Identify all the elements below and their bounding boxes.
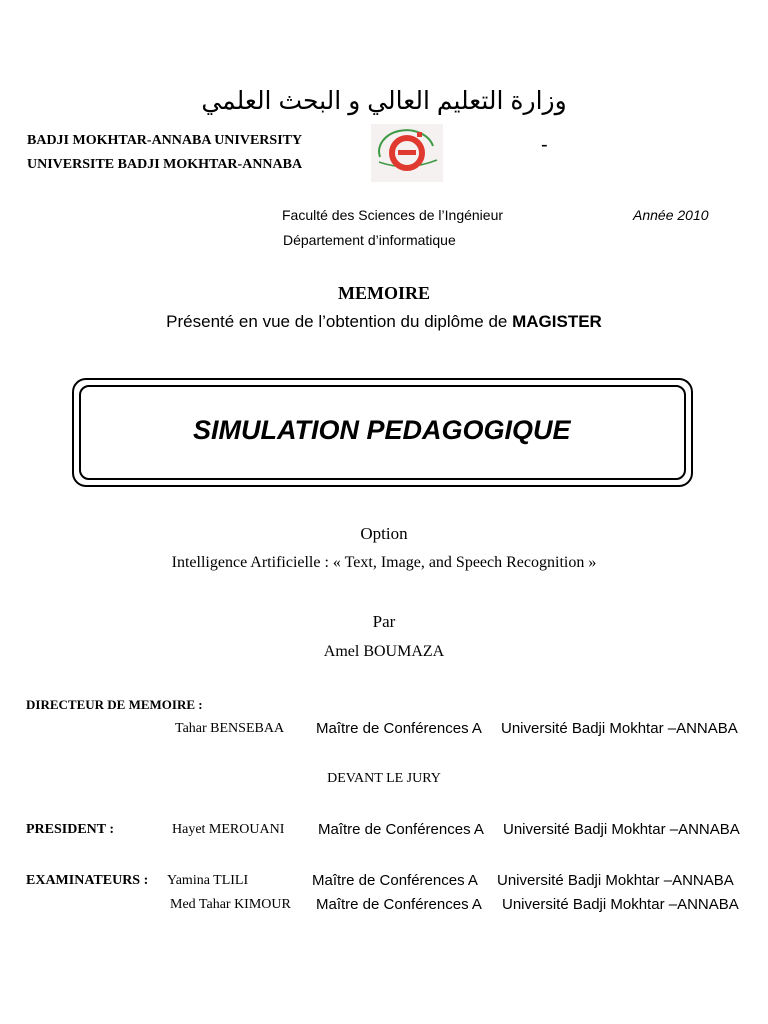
degree-name: MAGISTER: [512, 312, 602, 331]
examiner-name: Yamina TLILI: [167, 873, 249, 888]
title-frame-inner: [79, 385, 686, 480]
university-logo-icon: [371, 124, 443, 182]
examiner-rank: Maître de Conférences A: [312, 872, 478, 889]
examiner-university: Université Badji Mokhtar –ANNABA: [497, 872, 734, 889]
president-name: Hayet MEROUANI: [172, 822, 285, 837]
president-rank: Maître de Conférences A: [318, 821, 484, 838]
academic-year: Année 2010: [633, 207, 709, 223]
department-name: Département d’informatique: [283, 232, 456, 248]
faculty-name: Faculté des Sciences de l’Ingénieur: [282, 207, 504, 223]
degree-statement-prefix: Présenté en vue de l’obtention du diplôme de: [166, 312, 513, 331]
degree-statement: [0, 312, 768, 332]
university-name-english: BADJI MOKHTAR-ANNABA UNIVERSITY: [27, 133, 303, 148]
author-name: Amel BOUMAZA: [323, 643, 445, 660]
thesis-title: SIMULATION PEDAGOGIQUE: [193, 415, 571, 445]
president-university: Université Badji Mokhtar –ANNABA: [503, 821, 740, 838]
director-rank: Maître de Conférences A: [316, 720, 482, 737]
header-dash: -: [541, 134, 548, 156]
ministry-arabic-heading: وزارة التعليم العالي و البحث العلمي: [201, 87, 567, 115]
title-frame: [72, 378, 693, 487]
examiners-label: EXAMINATEURS :: [26, 873, 149, 888]
examiner-name: Med Tahar KIMOUR: [170, 897, 291, 912]
option-label: Option: [360, 524, 408, 543]
president-label: PRESIDENT :: [26, 822, 115, 837]
university-name-french: UNIVERSITE BADJI MOKHTAR-ANNABA: [27, 157, 303, 172]
examiner-university: Université Badji Mokhtar –ANNABA: [502, 896, 739, 913]
option-value: Intelligence Artificielle : « Text, Image, and Speech Recognition »: [171, 554, 597, 571]
author-label: Par: [372, 612, 396, 631]
director-label: DIRECTEUR DE MEMOIRE :: [26, 697, 203, 712]
examiner-rank: Maître de Conférences A: [316, 896, 482, 913]
document-type: MEMOIRE: [338, 283, 430, 303]
jury-heading: DEVANT LE JURY: [327, 771, 441, 786]
director-university: Université Badji Mokhtar –ANNABA: [501, 720, 738, 737]
director-name: Tahar BENSEBAA: [175, 721, 285, 736]
